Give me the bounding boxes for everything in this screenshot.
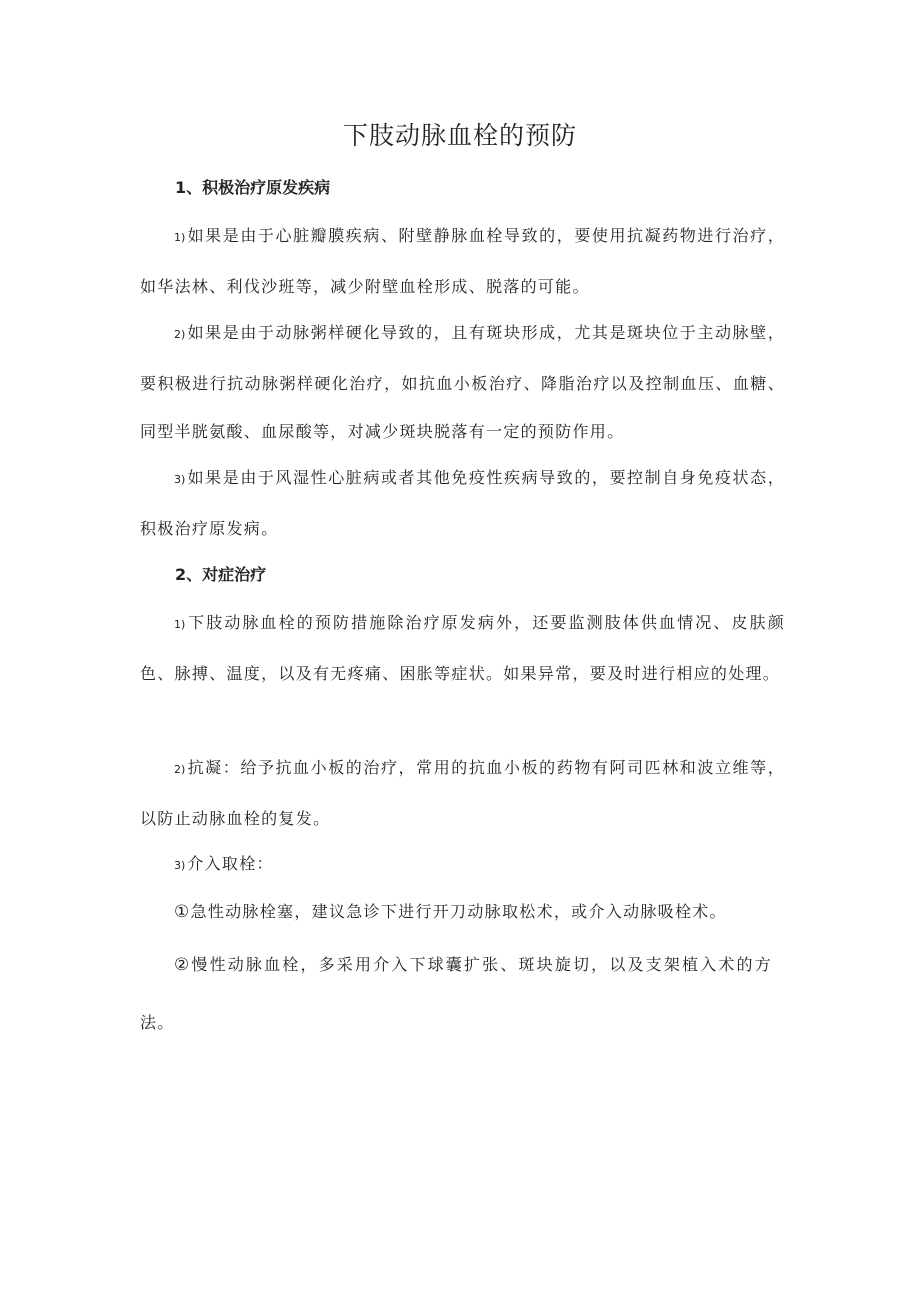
sub-item-2 (140, 936, 772, 1051)
section-heading-2: 2、对症治疗 (175, 565, 267, 584)
item-number: 2) (174, 763, 186, 776)
circled-number-marker: ② (174, 955, 192, 975)
item-number: 1) (174, 618, 186, 631)
paragraph-text: 如果是由于心脏瓣膜疾病、附壁静脉血栓导致的，要使用抗凝药物进行治疗，如华法林、利伐沙班等，减少附壁血栓形成、脱落的可能。 (140, 226, 785, 296)
item-number: 3) (174, 859, 186, 872)
item-number: 1) (174, 231, 186, 244)
paragraph-1-3 (140, 454, 785, 553)
sub-item-text: 急性动脉栓塞，建议急诊下进行开刀动脉取松术，或介入动脉吸栓术。 (190, 902, 727, 921)
paragraph-text: 下肢动脉血栓的预防措施除治疗原发病外，还要监测肢体供血情况、皮肤颜色、脉搏、温度，以及有无疼痛、困胀等症状。如果异常，要及时进行相应的处理。 (140, 613, 785, 683)
item-number: 3) (174, 473, 186, 486)
paragraph-2-3 (140, 840, 785, 891)
document-title: 下肢动脉血栓的预防 (342, 121, 577, 150)
paragraph-2-2 (140, 744, 785, 843)
paragraph-2-1 (140, 599, 785, 698)
paragraph-text: 如果是由于风湿性心脏病或者其他免疫性疾病导致的，要控制自身免疫状态，积极治疗原发病。 (140, 468, 785, 538)
paragraph-text: 介入取栓： (187, 854, 274, 873)
paragraph-text: 抗凝：给予抗血小板的治疗，常用的抗血小板的药物有阿司匹林和波立维等，以防止动脉血栓的复发。 (140, 758, 785, 828)
sub-item-1 (140, 888, 785, 937)
paragraph-1-1 (140, 212, 785, 311)
item-number: 2) (174, 328, 186, 341)
paragraph-1-2 (140, 309, 785, 457)
sub-item-text: 慢性动脉血栓，多采用介入下球囊扩张、斑块旋切，以及支架植入术的方法。 (140, 955, 772, 1032)
section-heading-1: 1、积极治疗原发疾病 (175, 178, 331, 197)
paragraph-text: 如果是由于动脉粥样硬化导致的，且有斑块形成，尤其是斑块位于主动脉壁，要积极进行抗动脉粥样硬化治疗，如抗血小板治疗、降脂治疗以及控制血压、血糖、同型半胱氨酸、血尿酸等，对减少斑块脱落有一定的预防作用。 (140, 323, 785, 441)
circled-number-marker: ① (174, 902, 191, 922)
